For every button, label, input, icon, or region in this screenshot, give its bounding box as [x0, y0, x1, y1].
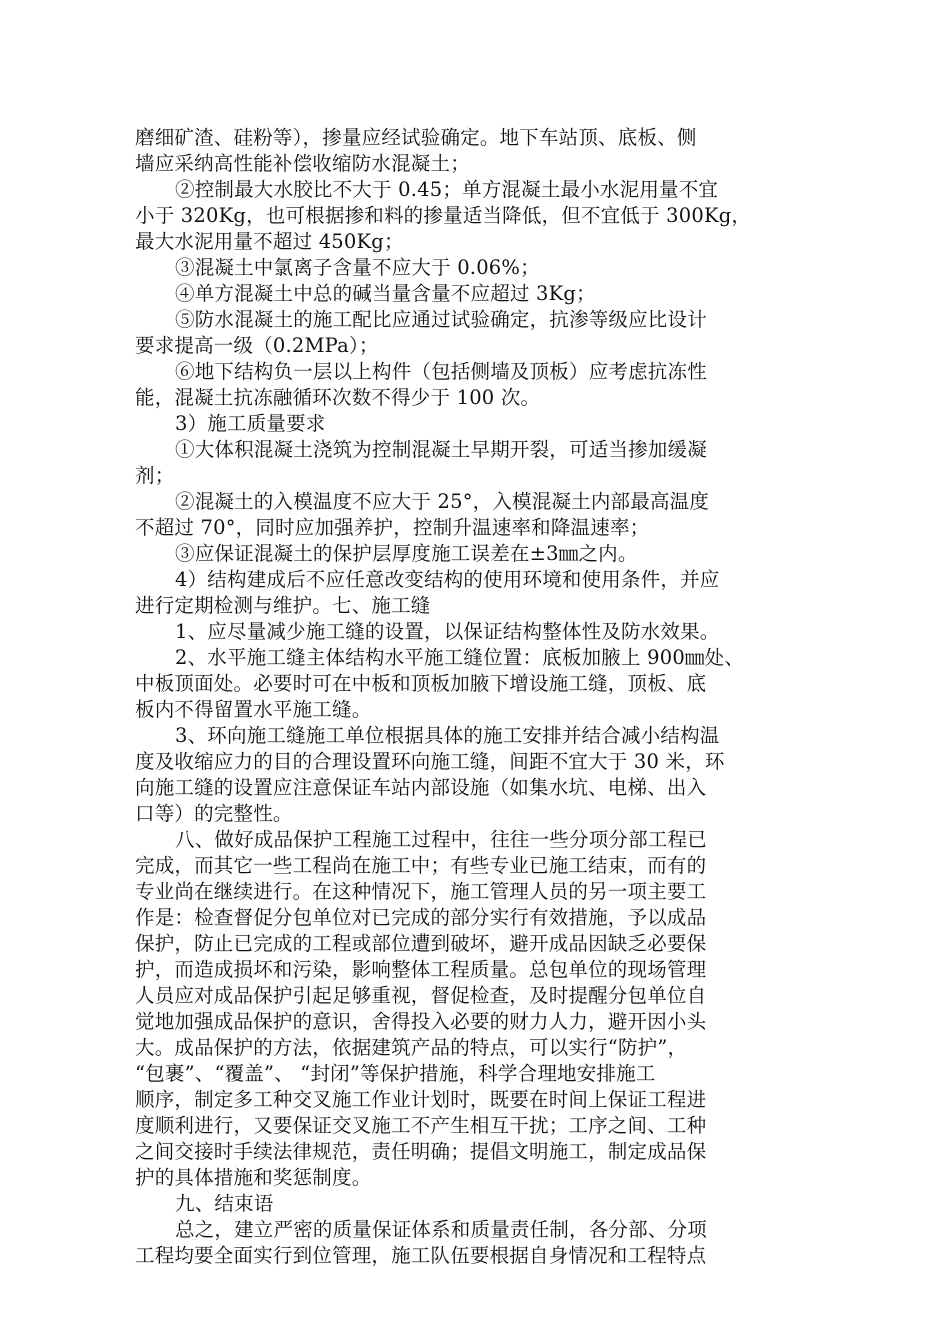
section-heading: 九、结束语: [175, 1192, 274, 1215]
text-line: 能，混凝土抗冻融循环次数不得少于 100 次。: [135, 386, 541, 409]
text-line: 护的具体措施和奖惩制度。: [135, 1166, 372, 1189]
text-line: “包裹”、“覆盖”、 “封闭”等保护措施，科学合理地安排施工: [135, 1062, 656, 1085]
text-line: 保护，防止已完成的工程或部位遭到破坏，避开成品因缺乏必要保: [135, 932, 707, 955]
text-line: 板内不得留置水平施工缝。: [135, 698, 372, 721]
text-line: ④单方混凝土中总的碱当量含量不应超过 3Kg；: [175, 282, 596, 305]
text-line: 2、水平施工缝主体结构水平施工缝位置：底板加腋上 900㎜处、: [175, 646, 745, 669]
text-line: 之间交接时手续法律规范，责任明确；提倡文明施工，制定成品保: [135, 1140, 707, 1163]
text-line: ③应保证混凝土的保护层厚度施工误差在±3㎜之内。: [175, 542, 638, 565]
text-line: 不超过 70°，同时应加强养护，控制升温速率和降温速率；: [135, 516, 650, 539]
text-line: 中板顶面处。必要时可在中板和顶板加腋下增设施工缝，顶板、底: [135, 672, 707, 695]
text-line: 总之，建立严密的质量保证体系和质量责任制，各分部、分项: [175, 1218, 707, 1241]
text-line: 口等）的完整性。: [135, 802, 293, 825]
text-line: 向施工缝的设置应注意保证车站内部设施（如集水坑、电梯、出入: [135, 776, 707, 799]
text-line: ②混凝土的入模温度不应大于 25°，入模混凝土内部最高温度: [175, 490, 710, 513]
section-heading: 3）施工质量要求: [175, 412, 326, 435]
text-line: 护，而造成损坏和污染，影响整体工程质量。总包单位的现场管理: [135, 958, 707, 981]
text-line: ①大体积混凝土浇筑为控制混凝土早期开裂，可适当掺加缓凝: [175, 438, 707, 461]
text-line: 墙应采纳高性能补偿收缩防水混凝土；: [135, 152, 470, 175]
text-line: 最大水泥用量不超过 450Kg；: [135, 230, 404, 253]
text-line: 进行定期检测与维护。七、施工缝: [135, 594, 431, 617]
text-line: 磨细矿渣、硅粉等），掺量应经试验确定。地下车站顶、底板、侧: [135, 126, 697, 149]
text-line: 大。成品保护的方法，依据建筑产品的特点，可以实行“防护”，: [135, 1036, 688, 1059]
text-line: 专业尚在继续进行。在这种情况下，施工管理人员的另一项主要工: [135, 880, 707, 903]
text-line: 1、应尽量减少施工缝的设置，以保证结构整体性及防水效果。: [175, 620, 720, 643]
text-line: 剂；: [135, 464, 175, 487]
text-line: 觉地加强成品保护的意识，舍得投入必要的财力人力，避开因小头: [135, 1010, 707, 1033]
text-line: 要求提高一级（0.2MPa）；: [135, 334, 379, 357]
text-line: 人员应对成品保护引起足够重视，督促检查，及时提醒分包单位自: [135, 984, 707, 1007]
text-line: ⑥地下结构负一层以上构件（包括侧墙及顶板）应考虑抗冻性: [175, 360, 707, 383]
text-line: 工程均要全面实行到位管理，施工队伍要根据自身情况和工程特点: [135, 1244, 707, 1267]
text-line: 度及收缩应力的目的合理设置环向施工缝，间距不宜大于 30 米，环: [135, 750, 725, 773]
text-line: 度顺利进行，又要保证交叉施工不产生相互干扰；工序之间、工种: [135, 1114, 707, 1137]
text-line: 3、环向施工缝施工单位根据具体的施工安排并结合减小结构温: [175, 724, 720, 747]
section-heading: 八、做好成品保护工程施工过程中，往往一些分项分部工程已: [175, 828, 707, 851]
text-line: 4）结构建成后不应任意改变结构的使用环境和使用条件，并应: [175, 568, 720, 591]
text-line: 作是：检查督促分包单位对已完成的部分实行有效措施，予以成品: [135, 906, 707, 929]
text-line: 小于 320Kg，也可根据掺和料的掺量适当降低，但不宜低于 300Kg，: [135, 204, 752, 227]
text-line: 顺序，制定多工种交叉施工作业计划时，既要在时间上保证工程进: [135, 1088, 707, 1111]
text-line: ③混凝土中氯离子含量不应大于 0.06%；: [175, 256, 540, 279]
text-line: ②控制最大水胶比不大于 0.45；单方混凝土最小水泥用量不宜: [175, 178, 719, 201]
text-line: ⑤防水混凝土的施工配比应通过试验确定，抗渗等级应比设计: [175, 308, 707, 331]
text-line: 完成，而其它一些工程尚在施工中；有些专业已施工结束，而有的: [135, 854, 707, 877]
